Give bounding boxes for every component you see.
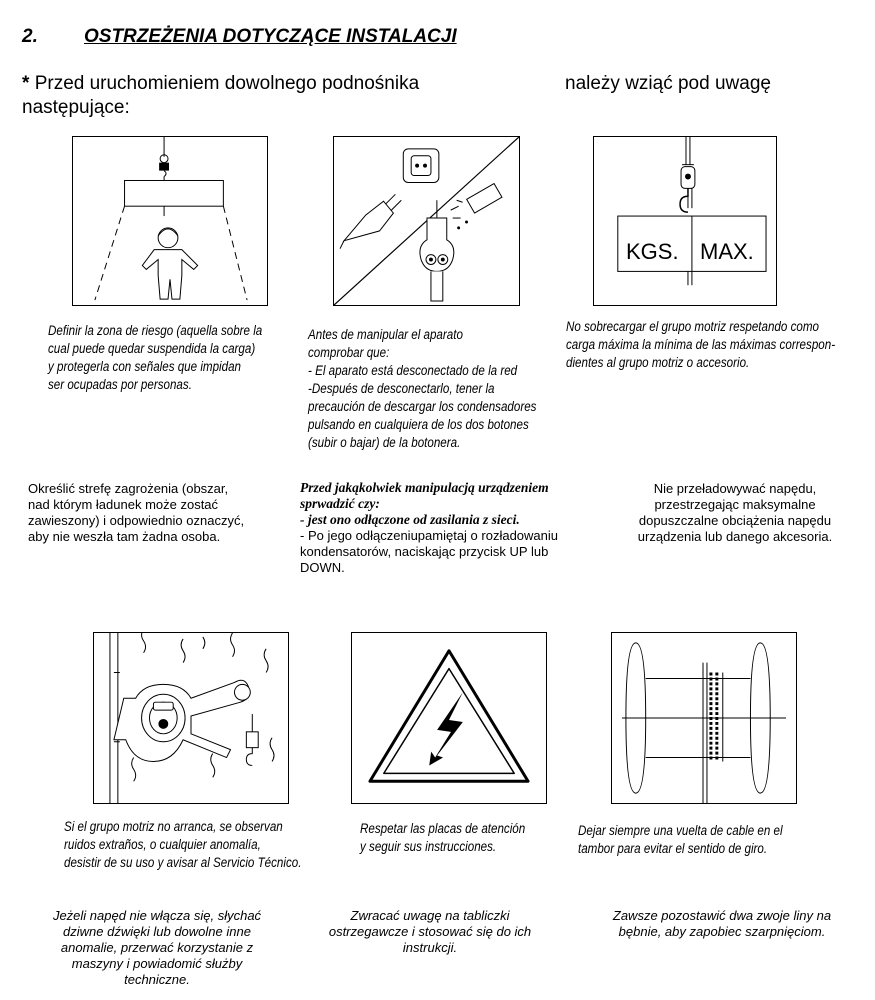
motor-anomaly-illustration: [93, 632, 289, 804]
cable-drum-illustration: [611, 632, 797, 804]
electrical-hazard-illustration: [351, 632, 547, 804]
panel3-es-text: No sobrecargar el grupo motriz respetando como carga máxima la mínima de las máximas correspon- dientes al grupo motriz o accesorio.: [566, 319, 836, 370]
section-title: OSTRZEŻENIA DOTYCZĄCE INSTALACJI: [84, 26, 457, 47]
panel2-es-text: Antes de manipular el aparato comprobar que: - El aparato está desconectado de la red -Después de desconectarlo, tener la precaución de descargar los condensadores pulsando en cualquiera de los dos botones (subir o bajar) de la botonera.: [308, 327, 537, 450]
panel4-pl-text: Jeżeli napęd nie włącza się, słychać dziwne dźwięki lub dowolne inne anomalie, przerwać korzystanie z maszyny i powiadomić służby techniczne.: [52, 908, 262, 987]
panel6-pl-text: Zawsze pozostawić dwa zwoje liny na bębnie, aby zapobiec szarpnięciom.: [612, 908, 832, 939]
danger-zone-drawing: [73, 137, 267, 305]
max-load-drawing: [594, 137, 776, 305]
max-load-illustration: [593, 136, 777, 306]
panel1-es-text: Definir la zona de riesgo (aquella sobre la cual puede quedar suspendida la carga) y protegerla con señales que impidan ser ocupadas por personas.: [48, 323, 263, 392]
panel5-es-text: Respetar las placas de atención y seguir sus instrucciones.: [360, 821, 526, 854]
danger-zone-illustration: [72, 136, 268, 306]
panel6-es-text: Dejar siempre una vuelta de cable en el tambor para evitar el sentido de giro.: [578, 823, 783, 856]
intro-line1-left: Przed uruchomieniem dowolnego podnośnika: [34, 73, 420, 94]
panel2-pl-line1: Przed jakąkolwiek manipulacją urządzeniem: [300, 480, 549, 495]
cable-drum-drawing: [612, 633, 796, 803]
intro-star: *: [22, 73, 30, 94]
panel5-pl-text: Zwracać uwagę na tabliczki ostrzegawcze i stosować się do ich instrukcji.: [328, 908, 532, 955]
disconnect-drawing: [334, 137, 519, 305]
intro-line1-right: należy wziąć pod uwagę: [565, 73, 771, 94]
intro-text: [22, 72, 822, 120]
max-label: MAX.: [700, 239, 754, 264]
disconnect-illustration: [333, 136, 520, 306]
panel2-pl-line3: - jest ono odłączone od zasilania z sieci.: [300, 512, 520, 527]
electrical-hazard-drawing: [352, 633, 546, 803]
panel2-pl-line2: sprwadzić czy:: [300, 496, 380, 511]
panel1-pl-text: Określić strefę zagrożenia (obszar, nad którym ładunek może zostać zawieszony) i odpowiednio oznaczyć, aby nie weszła tam żadna osoba.: [28, 481, 245, 544]
intro-line2: następujące:: [22, 97, 130, 118]
section-number: 2.: [22, 26, 38, 47]
panel2-pl-text: - Po jego odłączeniupamiętaj o rozładowaniu kondensatorów, naciskając przycisk UP lub DOWN.: [300, 528, 558, 575]
kgs-label: KGS.: [626, 239, 679, 264]
motor-anomaly-drawing: [94, 633, 288, 803]
panel4-es-text: Si el grupo motriz no arranca, se observan ruidos extraños, o cualquier anomalía, desistir de su uso y avisar al Servicio Técnico.: [64, 819, 302, 870]
panel3-pl-text: Nie przeładowywać napędu, przestrzegając maksymalne dopuszczalne obciążenia napędu urządzenia lub danego akcesoria.: [637, 481, 833, 544]
section-heading: [22, 26, 457, 48]
